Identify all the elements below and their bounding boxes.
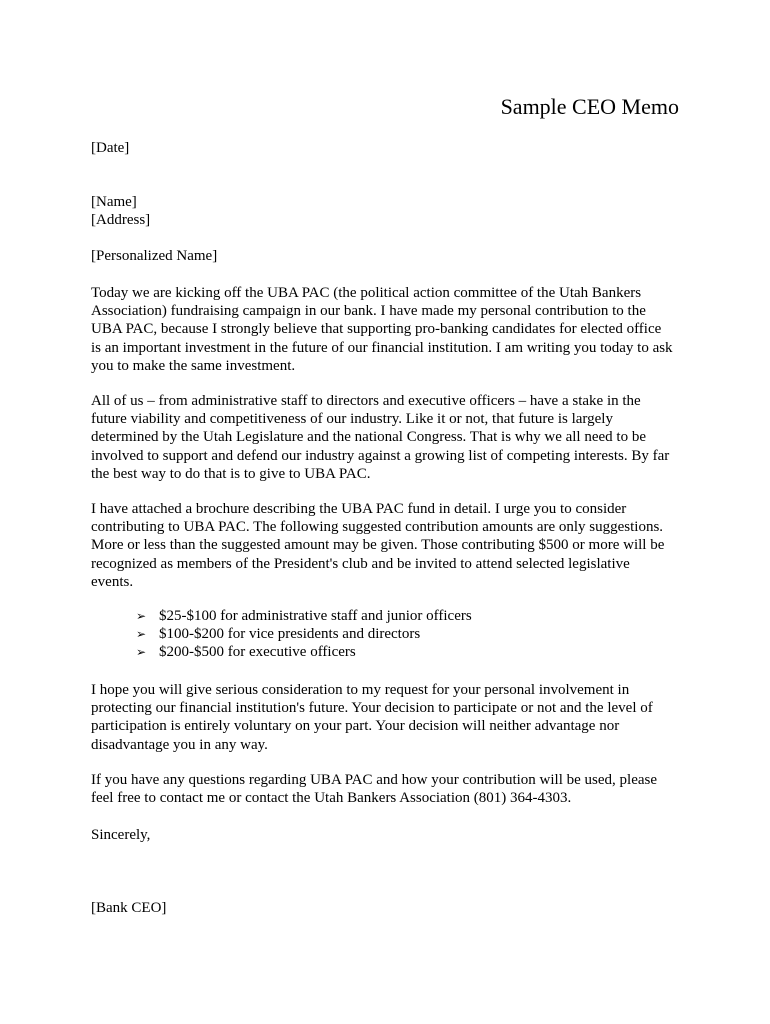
contribution-list [136,607,472,662]
paragraph-contact [91,771,691,807]
list-item [136,607,472,625]
list-item-text: $100-$200 for vice presidents and directors [159,626,421,643]
recipient-address: [Address] [91,212,151,228]
paragraph-line: future viability and competitiveness of our industry. Like it or not, that future is largely [91,411,613,428]
paragraph-intro [91,284,691,375]
paragraph-line: feel free to contact me or contact the Utah Bankers Association (801) 364-4303. [91,790,572,807]
memo-title: Sample CEO Memo [500,94,679,119]
paragraph-line: disadvantage you in any way. [91,736,268,753]
paragraph-line: UBA PAC, because I strongly believe that supporting pro-banking candidates for elected office [91,321,662,338]
list-item-text: $25-$100 for administrative staff and junior officers [159,608,472,624]
paragraph-line: Association) fundraising campaign in our bank. I have made my personal contribution to the [91,303,646,320]
paragraph-consideration [91,681,691,754]
paragraph-line: If you have any questions regarding UBA PAC and how your contribution will be used, please [91,772,658,788]
paragraph-line: recognized as members of the President's club and be invited to attend selected legislative [91,555,630,572]
paragraph-stake [91,392,691,483]
arrow-bullet-icon: ➢ [136,609,147,623]
paragraph-line: I have attached a brochure describing the UBA PAC fund in detail. I urge you to consider [91,501,627,517]
paragraph-line: you to make the same investment. [91,357,296,374]
paragraph-line: events. [91,573,134,590]
list-item [136,643,472,661]
arrow-bullet-icon: ➢ [136,627,147,642]
paragraph-line: participation is entirely voluntary on your part. Your decision will neither advantage nor [91,718,620,735]
list-item [136,625,472,643]
paragraph-line: determined by the Utah Legislature and the national Congress. That is why we all need to be [91,429,646,446]
paragraph-line: I hope you will give serious consideration to my request for your personal involvement in [91,682,630,698]
paragraph-line: involved to support and defend our industry against a growing list of competing interests. By far [91,447,670,464]
paragraph-line: contributing to UBA PAC. The following suggested contribution amounts are only suggestions. [91,519,664,536]
paragraph-line: All of us – from administrative staff to directors and executive officers – have a stake in the [91,393,641,409]
paragraph-line: the best way to do that is to give to UBA PAC. [91,465,371,482]
list-item-text: $200-$500 for executive officers [159,644,356,661]
paragraph-brochure [91,500,691,591]
recipient-name: [Name] [91,194,137,210]
paragraph-line: is an important investment in the future of our financial institution. I am writing you today to ask [91,339,673,356]
paragraph-line: Today we are kicking off the UBA PAC (the political action committee of the Utah Bankers [91,285,642,301]
closing: Sincerely, [91,827,151,843]
arrow-bullet-icon: ➢ [136,645,147,660]
signature: [Bank CEO] [91,900,167,916]
paragraph-line: protecting our financial institution's future. Your decision to participate or not and the level of [91,700,653,717]
paragraph-line: More or less than the suggested amount may be given. Those contributing $500 or more will be [91,537,665,554]
date-line: [Date] [91,140,130,156]
salutation: [Personalized Name] [91,248,218,264]
